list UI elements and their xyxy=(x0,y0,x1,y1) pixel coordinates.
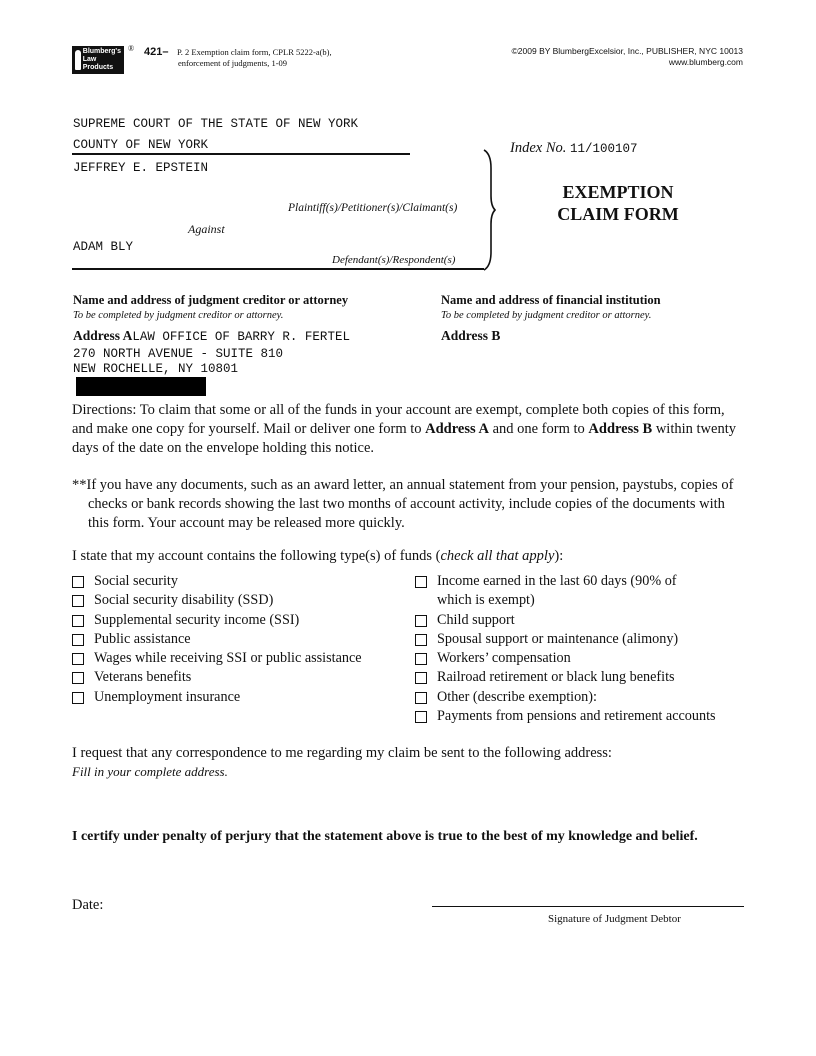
fund-option[interactable] xyxy=(72,668,362,687)
caption-rule xyxy=(72,153,410,155)
creditor-subheading: To be completed by judgment creditor or attorney. xyxy=(73,310,284,321)
fund-option-label: Wages while receiving SSI or public assistance xyxy=(94,650,362,667)
fund-option-label: Child support xyxy=(437,611,515,628)
checkbox[interactable] xyxy=(415,711,427,723)
fund-option[interactable] xyxy=(415,688,716,707)
checkbox[interactable] xyxy=(72,653,84,665)
directions-address-b: Address B xyxy=(588,421,653,437)
fund-option[interactable] xyxy=(72,630,362,649)
date-label: Date: xyxy=(72,897,104,913)
creditor-heading: Name and address of judgment creditor or attorney xyxy=(73,293,349,307)
fund-option[interactable] xyxy=(415,611,716,630)
checkbox[interactable] xyxy=(415,672,427,684)
fund-option[interactable] xyxy=(415,668,716,687)
plaintiff-name: JEFFREY E. EPSTEIN xyxy=(73,161,209,175)
institution-heading: Name and address of financial institution xyxy=(441,293,661,307)
publisher-url: www.blumberg.com xyxy=(668,57,743,67)
checkbox[interactable] xyxy=(415,615,427,627)
checkbox[interactable] xyxy=(415,576,427,588)
checkbox[interactable] xyxy=(415,653,427,665)
index-label: Index No. xyxy=(510,140,567,156)
directions-text: and one form to xyxy=(488,421,589,437)
person-figure-icon xyxy=(75,50,81,70)
documents-note: **If you have any documents, such as an award letter, an annual statement from your pension, paystubs, copies of checks or bank records showing the last two months of account activity, include copies of the documents with this form. Your account may be released more quickly. xyxy=(72,477,734,531)
fund-option-label: Veterans benefits xyxy=(94,669,192,686)
fund-option-label: Public assistance xyxy=(94,630,191,647)
publisher-info xyxy=(512,46,743,68)
fund-option[interactable] xyxy=(415,649,716,668)
address-line: NEW ROCHELLE, NY 10801 xyxy=(73,362,239,376)
form-description xyxy=(177,47,332,68)
funds-statement-italic: check all that apply xyxy=(440,548,555,564)
checkbox[interactable] xyxy=(72,595,84,607)
fund-option[interactable] xyxy=(72,688,362,707)
address-b-label: Address B xyxy=(441,328,501,343)
directions-text: Directions: To claim that some or all of the funds in your account are exempt, complete both copies of this form, and make one copy for yourself. Mail or deliver one form to xyxy=(72,402,725,437)
blumberg-logo xyxy=(72,46,124,74)
institution-subheading: To be completed by judgment creditor or attorney. xyxy=(441,310,652,321)
fund-option-label: Social security disability (SSD) xyxy=(94,592,274,609)
directions-address-a: Address A xyxy=(425,421,489,437)
funds-right-column xyxy=(415,572,716,726)
form-title xyxy=(520,181,716,225)
form-number: 421– xyxy=(144,46,169,58)
redaction-bar xyxy=(76,377,206,396)
funds-statement-text: ): xyxy=(554,548,564,564)
signature-line[interactable] xyxy=(432,906,744,907)
index-number xyxy=(510,140,638,157)
funds-statement xyxy=(72,547,563,566)
logo-line: Blumberg's xyxy=(82,48,121,55)
fund-option[interactable] xyxy=(72,572,362,591)
defendant-label: Defendant(s)/Respondent(s) xyxy=(332,254,456,266)
plaintiff-label: Plaintiff(s)/Petitioner(s)/Claimant(s) xyxy=(288,202,458,214)
fund-option[interactable] xyxy=(415,572,716,611)
fund-option-label: Supplemental security income (SSI) xyxy=(94,611,300,628)
address-line: 270 NORTH AVENUE - SUITE 810 xyxy=(73,347,284,361)
address-line: LAW OFFICE OF BARRY R. FERTEL xyxy=(132,330,350,344)
fund-option-label: Other (describe exemption): xyxy=(437,688,597,705)
funds-left-column xyxy=(72,572,362,707)
checkbox[interactable] xyxy=(415,634,427,646)
correspondence-request: I request that any correspondence to me regarding my claim be sent to the following address: xyxy=(72,745,612,761)
against-label: Against xyxy=(188,222,225,236)
signature-label: Signature of Judgment Debtor xyxy=(548,913,681,925)
directions xyxy=(72,401,738,458)
funds-statement-text: I state that my account contains the following type(s) of funds ( xyxy=(72,548,441,564)
form-description-line: enforcement of judgments, 1-09 xyxy=(178,57,288,68)
county-name: COUNTY OF NEW YORK xyxy=(73,138,209,152)
fund-option-label: Spousal support or maintenance (alimony) xyxy=(437,630,679,647)
fund-option-label: Unemployment insurance xyxy=(94,688,241,705)
court-name: SUPREME COURT OF THE STATE OF NEW YORK xyxy=(73,117,359,131)
form-description-line: P. 2 Exemption claim form, CPLR 5222-a(b), xyxy=(177,47,332,57)
defendant-name: ADAM BLY xyxy=(73,240,134,254)
fund-option[interactable] xyxy=(72,591,362,610)
fund-option-label-line: Income earned in the last 60 days (90% of xyxy=(437,573,677,589)
checkbox[interactable] xyxy=(72,672,84,684)
certification-statement: I certify under penalty of perjury that the statement above is true to the best of my knowledge and belief. xyxy=(72,829,698,844)
registered-mark: ® xyxy=(128,44,135,53)
form-title-line: EXEMPTION xyxy=(562,182,674,202)
fund-option-label: Social security xyxy=(94,573,178,589)
fund-option-label: Workers’ compensation xyxy=(437,650,571,667)
checkbox[interactable] xyxy=(72,634,84,646)
form-title-line: CLAIM FORM xyxy=(557,204,679,224)
fund-option-label: Payments from pensions and retirement accounts xyxy=(437,708,716,725)
directions-text: within twenty days of the date on the envelope holding this notice. xyxy=(72,421,736,456)
checkbox[interactable] xyxy=(415,692,427,704)
caption-brace xyxy=(482,148,496,272)
fund-option[interactable] xyxy=(415,630,716,649)
creditor-address-a xyxy=(73,328,350,344)
correspondence-instruction: Fill in your complete address. xyxy=(72,764,228,779)
fund-option[interactable] xyxy=(72,649,362,668)
fund-option-label: Railroad retirement or black lung benefits xyxy=(437,669,675,686)
fund-option-label-line: which is exempt) xyxy=(437,592,535,609)
index-value: 11/100107 xyxy=(570,142,638,156)
caption-bottom-rule xyxy=(72,268,484,270)
publisher-line: ©2009 BY BlumbergExcelsior, Inc., PUBLISHER, NYC 10013 xyxy=(511,46,743,56)
checkbox[interactable] xyxy=(72,692,84,704)
checkbox[interactable] xyxy=(72,615,84,627)
address-a-label: Address A xyxy=(73,328,133,343)
fund-option-label xyxy=(437,572,677,611)
fund-option[interactable] xyxy=(72,611,362,630)
checkbox[interactable] xyxy=(72,576,84,588)
logo-line: Law Products xyxy=(82,56,114,71)
fund-option[interactable] xyxy=(415,707,716,726)
